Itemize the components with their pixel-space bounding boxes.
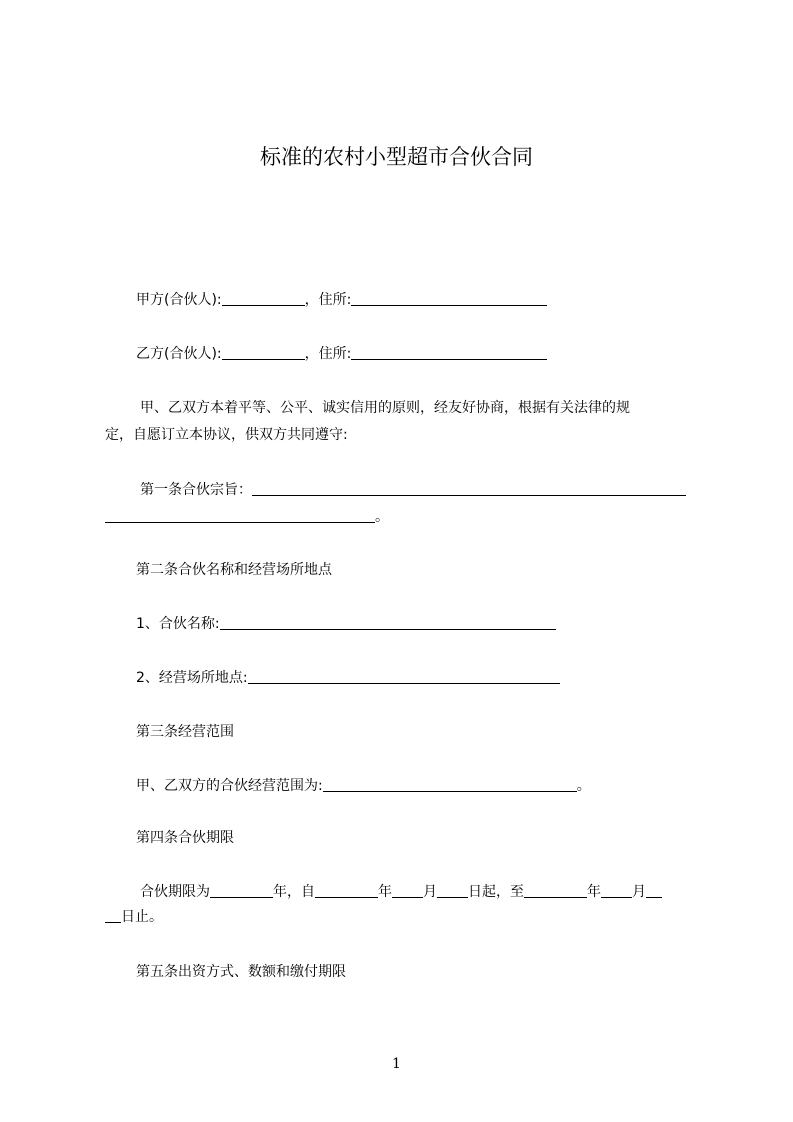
party-b-sep: ， [304, 346, 319, 362]
business-scope-blank[interactable] [323, 777, 577, 792]
article-4-term-line [140, 882, 662, 902]
party-b-address-label: 住所: [318, 346, 352, 362]
article-1-label: 第一条合伙宗旨： [140, 482, 252, 498]
article-4-term-line-2 [105, 907, 163, 927]
end-year-unit: 年 [587, 884, 601, 900]
article-1-line-2 [105, 507, 389, 527]
article-2-heading: 第二条合伙名称和经营场所地点 [136, 562, 332, 578]
document-title: 标准的农村小型超市合伙合同 [260, 145, 533, 169]
party-a-label: 甲方(合伙人): [136, 292, 222, 308]
preamble-line-2: 定，自愿订立本协议，供双方共同遵守: [105, 427, 348, 443]
party-a-line [136, 290, 547, 310]
end-month-unit: 月 [632, 884, 646, 900]
partnership-name-blank[interactable] [220, 615, 556, 630]
business-location-label: 2、经营场所地点: [136, 670, 248, 686]
end-day-blank-1[interactable] [646, 883, 662, 898]
start-month-unit: 月 [423, 884, 437, 900]
party-a-address-blank[interactable] [351, 291, 547, 306]
party-b-line [136, 344, 547, 364]
article-2-item-2 [136, 668, 560, 688]
term-label: 合伙期限为 [140, 884, 210, 900]
start-day-blank[interactable] [437, 883, 468, 898]
party-b-name-blank[interactable] [222, 345, 305, 360]
partnership-name-label: 1、合伙名称: [136, 616, 220, 632]
end-month-blank[interactable] [601, 883, 632, 898]
end-day-unit: 日止。 [121, 909, 163, 925]
end-year-blank[interactable] [524, 883, 587, 898]
article-4-heading: 第四条合伙期限 [136, 830, 234, 846]
start-year-unit: 年 [378, 884, 392, 900]
party-b-address-blank[interactable] [351, 345, 547, 360]
start-year-blank[interactable] [315, 883, 378, 898]
article-1-line [140, 480, 686, 500]
article-3-heading: 第三条经营范围 [136, 724, 234, 740]
article-3-end: 。 [576, 778, 591, 794]
article-1-blank-1[interactable] [252, 481, 686, 496]
start-day-to-label: 日起，至 [468, 884, 524, 900]
party-b-label: 乙方(合伙人): [136, 346, 222, 362]
article-5-heading: 第五条出资方式、数额和缴付期限 [136, 964, 346, 980]
page-number: 1 [392, 1056, 401, 1072]
preamble-line-1: 甲、乙双方本着平等、公平、诚实信用的原则，经友好协商，根据有关法律的规 [140, 400, 630, 416]
business-scope-label: 甲、乙双方的合伙经营范围为: [136, 778, 323, 794]
end-day-blank-2[interactable] [105, 908, 121, 923]
article-3-text [136, 776, 591, 796]
article-1-end: 。 [375, 509, 389, 525]
article-1-blank-2[interactable] [105, 508, 375, 523]
term-years-blank[interactable] [210, 883, 273, 898]
business-location-blank[interactable] [248, 669, 560, 684]
party-a-address-label: 住所: [318, 292, 352, 308]
party-a-sep: ， [304, 292, 319, 308]
start-month-blank[interactable] [392, 883, 423, 898]
term-from-label: 年，自 [273, 884, 315, 900]
article-2-item-1 [136, 614, 556, 634]
party-a-name-blank[interactable] [222, 291, 305, 306]
